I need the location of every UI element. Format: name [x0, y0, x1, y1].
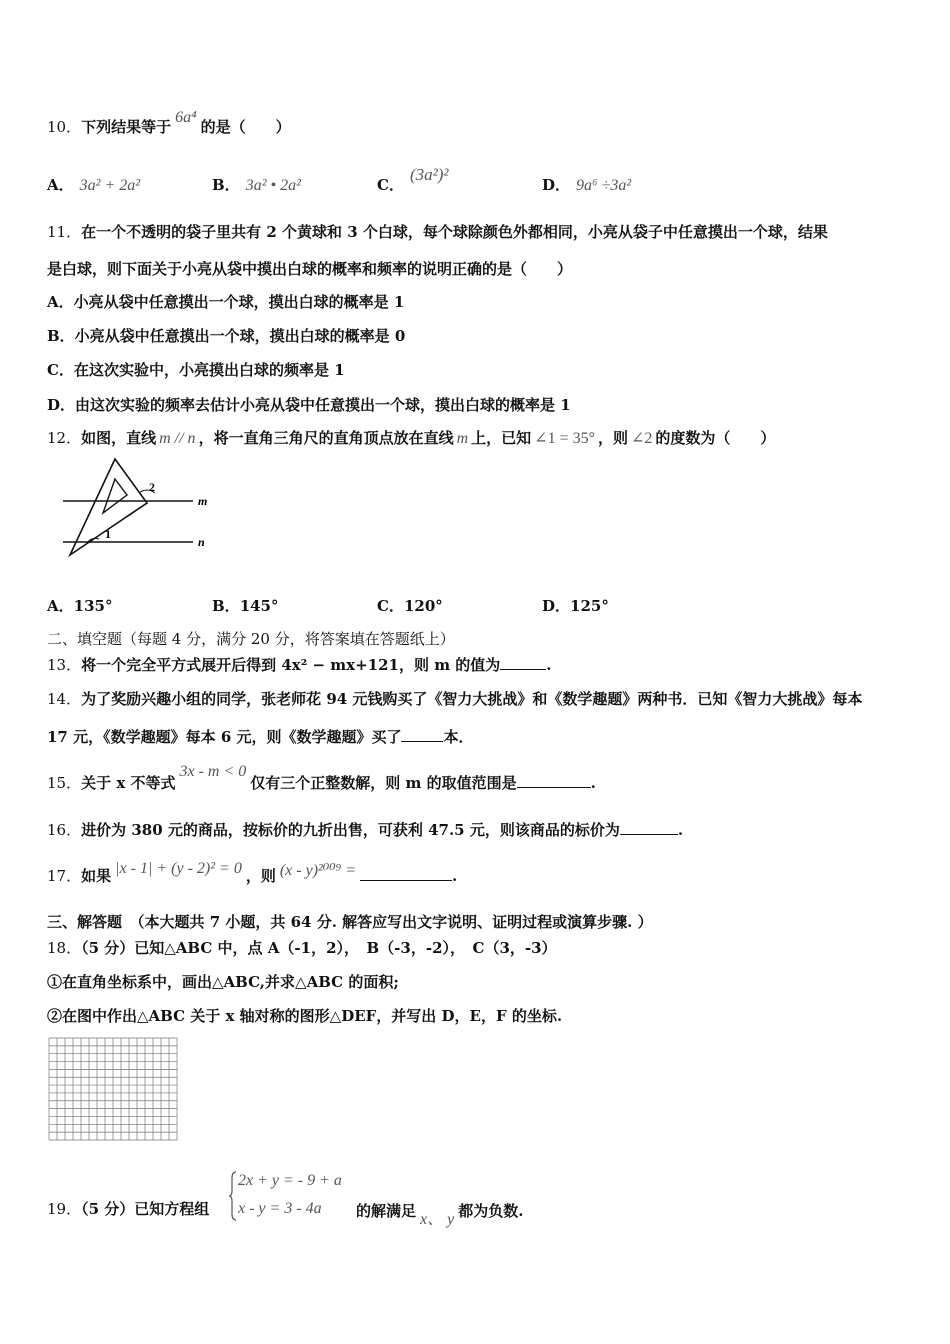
q18-part1: ①在直角坐标系中，画出△ABC,并求△ABC 的面积; [47, 973, 399, 991]
left-brace-icon [228, 1170, 238, 1222]
question-number: 16． [47, 821, 82, 839]
q10-option-c: C．(3a²)² [377, 165, 449, 194]
math-expression: ∠2 [631, 430, 653, 447]
q19-equation-system [228, 1170, 350, 1222]
math-expression: 3a² + 2a² [79, 177, 141, 194]
q11-stem-line1: 11．在一个不透明的袋子里共有 2 个黄球和 3 个白球，每个球除颜色外都相同，小亮从袋子中任意摸出一个球，结果 [47, 223, 828, 241]
q10-option-a: A． 3a² + 2a² [47, 176, 141, 194]
section-3-heading: 三、解答题 （本大题共 7 小题，共 64 分. 解答应写出文字说明、证明过程或演算步骤. ） [47, 913, 653, 931]
answer-blank[interactable] [500, 655, 546, 670]
math-expression: 3a² • 2a² [245, 177, 301, 194]
equation-2: x - y = 3 - 4a [238, 1200, 322, 1217]
answer-blank[interactable] [360, 866, 452, 881]
q18-part2: ②在图中作出△ABC 关于 x 轴对称的图形△DEF，并写出 D，E，F 的坐标. [47, 1007, 563, 1025]
label-m: m [198, 494, 208, 508]
q12-stem: 12．如图，直线 m // n ，将一直角三角尺的直角顶点放在直线 m 上，已知 ∠1 = 35° ，则 ∠2 的度数为（ ） [47, 429, 776, 447]
label-1: 1 [105, 527, 111, 541]
q14-line1: 14．为了奖励兴趣小组的同学，张老师花 94 元钱购买了《智力大挑战》和《数学趣题》两种书．已知《智力大挑战》每本 [47, 690, 863, 708]
q11-option-a: A．小亮从袋中任意摸出一个球，摸出白球的概率是 1 [47, 293, 405, 311]
q19: 19．（5 分）已知方程组 [47, 1200, 210, 1218]
q11-option-d: D．由这次实验的频率去估计小亮从袋中任意摸出一个球，摸出白球的概率是 1 [47, 396, 571, 414]
math-expression: |x - 1| + (y - 2)² = 0 [115, 860, 242, 877]
math-expression: m // n [159, 430, 196, 447]
q11-stem-line2: 是白球，则下面关于小亮从袋中摸出白球的概率和频率的说明正确的是（ ） [47, 260, 573, 278]
math-expression: (x - y)²⁰⁰⁹ = [279, 862, 356, 879]
answer-blank[interactable] [620, 820, 678, 835]
q11-option-c: C．在这次实验中，小亮摸出白球的频率是 1 [47, 361, 345, 379]
q11-option-b: B．小亮从袋中任意摸出一个球，摸出白球的概率是 0 [47, 327, 406, 345]
q15: 15．关于 x 不等式3x - m < 0仅有三个正整数解，则 m 的取值范围是 . [47, 763, 596, 792]
coordinate-grid [48, 1037, 178, 1141]
question-number: 12． [47, 429, 82, 447]
q10-option-d: D． 9a⁶ ÷3a² [542, 176, 632, 194]
label-n: n [198, 535, 205, 549]
triangle-ruler-inner [103, 479, 127, 513]
section-2-heading: 二、填空题（每题 4 分，满分 20 分，将答案填在答题纸上） [47, 630, 455, 648]
math-expression: 6a⁴ [175, 109, 197, 126]
q13: 13．将一个完全平方式展开后得到 4x² − mx+121，则 m 的值为 . [47, 656, 552, 674]
q14-line2: 17 元，《数学趣题》每本 6 元，则《数学趣题》买了 本． [47, 728, 474, 746]
math-expression: ∠1 = 35° [534, 430, 595, 447]
math-expression: 9a⁶ ÷3a² [576, 177, 632, 194]
q19-tail: 的解满足 x、 y 都为负数. [356, 1202, 524, 1228]
q12-option-d: D．125° [542, 597, 609, 615]
q10-stem: 10．下列结果等于6a⁴的是（ ） [47, 109, 291, 136]
math-expression: x、 y [420, 1211, 455, 1228]
q12-option-a: A．135° [47, 597, 113, 615]
answer-blank[interactable] [401, 727, 443, 742]
q18-stem: 18．（5 分）已知△ABC 中，点 A（-1，2）， B（-3，-2）， C（3，-3） [47, 939, 557, 957]
q17: 17．如果 |x - 1| + (y - 2)² = 0 ，则 (x - y)²⁰⁰⁹ = . [47, 860, 458, 885]
question-number: 19． [47, 1200, 82, 1218]
answer-blank[interactable] [517, 773, 591, 788]
q12-figure [55, 455, 225, 565]
math-expression: (3a²)² [409, 165, 449, 184]
question-number: 13． [47, 656, 82, 674]
question-number: 14． [47, 690, 82, 708]
q12-option-b: B．145° [212, 597, 279, 615]
q10-option-b: B． 3a² • 2a² [212, 176, 301, 194]
equation-1: 2x + y = - 9 + a [238, 1172, 342, 1189]
question-number: 10． [47, 118, 82, 136]
math-expression: m [456, 430, 469, 447]
question-number: 17． [47, 867, 82, 885]
q16: 16．进价为 380 元的商品，按标价的九折出售，可获利 47.5 元，则该商品的标价为 . [47, 821, 684, 839]
question-number: 18． [47, 939, 82, 957]
question-number: 11． [47, 223, 82, 241]
math-expression: 3x - m < 0 [179, 763, 247, 780]
question-number: 15． [47, 774, 82, 792]
label-2: 2 [149, 480, 155, 494]
q12-option-c: C．120° [377, 597, 443, 615]
